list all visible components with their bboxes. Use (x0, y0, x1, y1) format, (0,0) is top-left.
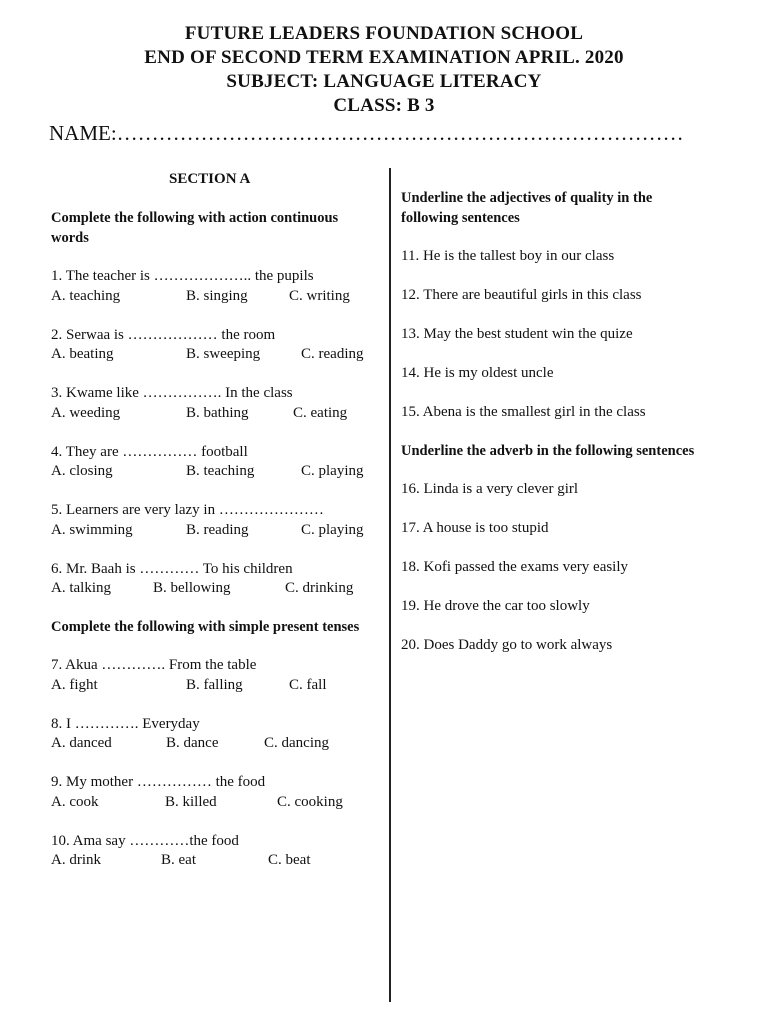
sentence-17: 17. A house is too stupid (401, 520, 549, 536)
sentence-19: 19. He drove the car too slowly (401, 598, 590, 614)
sentence-20: 20. Does Daddy go to work always (401, 637, 613, 653)
option-c: C. fall (289, 676, 327, 693)
question-options (51, 404, 373, 424)
question-text: 8. I …………. Everyday (51, 715, 200, 732)
option-a: A. cook (51, 793, 99, 810)
question-1 (51, 267, 373, 306)
option-c: C. playing (301, 521, 364, 538)
question-5 (51, 501, 373, 540)
option-b: B. bellowing (153, 580, 231, 596)
question-text: 10. Ama say …………the food (51, 832, 239, 849)
sentence-14: 14. He is my oldest uncle (401, 365, 554, 381)
question-options (51, 287, 373, 307)
sentence-12: 12. There are beautiful girls in this class (401, 287, 642, 303)
option-c: C. writing (289, 287, 350, 304)
option-a: A. beating (51, 346, 114, 362)
question-text: 6. Mr. Baah is ………… To his children (51, 560, 293, 577)
instruction-adjectives: Underline the adjectives of quality in the following sentences (401, 190, 653, 226)
question-options (51, 521, 373, 541)
option-c: C. playing (301, 463, 364, 479)
column-divider (389, 168, 391, 1002)
option-c: C. reading (301, 346, 364, 362)
question-text: 5. Learners are very lazy in ………………… (51, 502, 324, 518)
option-a: A. drink (51, 852, 101, 868)
question-text: 7. Akua …………. From the table (51, 657, 257, 673)
sentence-13: 13. May the best student win the quize (401, 326, 633, 342)
option-a: A. fight (51, 676, 98, 693)
left-column (51, 170, 373, 871)
question-7 (51, 656, 373, 695)
option-a: A. closing (51, 463, 113, 479)
question-6 (51, 560, 373, 599)
question-8 (51, 715, 373, 754)
option-c: C. drinking (285, 580, 354, 596)
question-options (51, 676, 373, 696)
option-c: C. eating (293, 404, 348, 421)
question-text: 4. They are …………… football (51, 443, 248, 460)
question-options (51, 345, 373, 365)
option-b: B. dance (166, 735, 219, 751)
option-a: A. teaching (51, 287, 121, 304)
option-c: C. dancing (264, 735, 329, 751)
question-text: 9. My mother …………… the food (51, 774, 266, 790)
class-title: CLASS: B 3 (333, 95, 435, 116)
question-text: 1. The teacher is ……………….. the pupils (51, 268, 314, 284)
section-title: SECTION A (169, 171, 251, 187)
question-2 (51, 326, 373, 365)
option-b: B. teaching (186, 463, 255, 479)
instruction-adverbs: Underline the adverb in the following sentences (401, 442, 695, 459)
subject-title: SUBJECT: LANGUAGE LITERACY (226, 71, 542, 92)
option-c: C. cooking (277, 793, 343, 810)
sentence-16: 16. Linda is a very clever girl (401, 481, 579, 497)
option-a: A. talking (51, 580, 111, 596)
option-b: B. killed (165, 793, 217, 810)
question-text: 2. Serwaa is ……………… the room (51, 326, 276, 343)
instruction-action-continuous: Complete the following with action continuous words (51, 210, 339, 246)
sentence-11: 11. He is the tallest boy in our class (401, 248, 615, 264)
instruction-simple-present: Complete the following with simple present tenses (51, 618, 360, 635)
option-a: A. weeding (51, 404, 121, 421)
sentence-15: 15. Abena is the smallest girl in the class (401, 404, 646, 420)
option-b: B. sweeping (186, 346, 261, 362)
question-3 (51, 384, 373, 423)
exam-header (0, 22, 768, 118)
question-options (51, 579, 373, 599)
question-4 (51, 443, 373, 482)
school-name: FUTURE LEADERS FOUNDATION SCHOOL (184, 23, 584, 44)
question-options (51, 793, 373, 813)
option-b: B. singing (186, 287, 248, 304)
option-b: B. bathing (186, 404, 249, 421)
option-b: B. eat (161, 852, 196, 868)
question-options (51, 851, 373, 871)
exam-title: END OF SECOND TERM EXAMINATION APRIL. 2020 (144, 47, 624, 68)
option-a: A. danced (51, 735, 112, 751)
question-text: 3. Kwame like ……………. In the class (51, 385, 293, 401)
option-b: B. reading (186, 521, 249, 538)
question-10 (51, 832, 373, 871)
question-9 (51, 773, 373, 812)
sentence-18: 18. Kofi passed the exams very easily (401, 559, 629, 575)
question-options (51, 734, 373, 754)
right-column (401, 189, 701, 656)
option-b: B. falling (186, 676, 243, 693)
option-c: C. beat (268, 852, 311, 868)
option-a: A. swimming (51, 521, 133, 538)
question-options (51, 462, 373, 482)
name-field-line: NAME:……………………………………………………………………… (49, 121, 684, 145)
